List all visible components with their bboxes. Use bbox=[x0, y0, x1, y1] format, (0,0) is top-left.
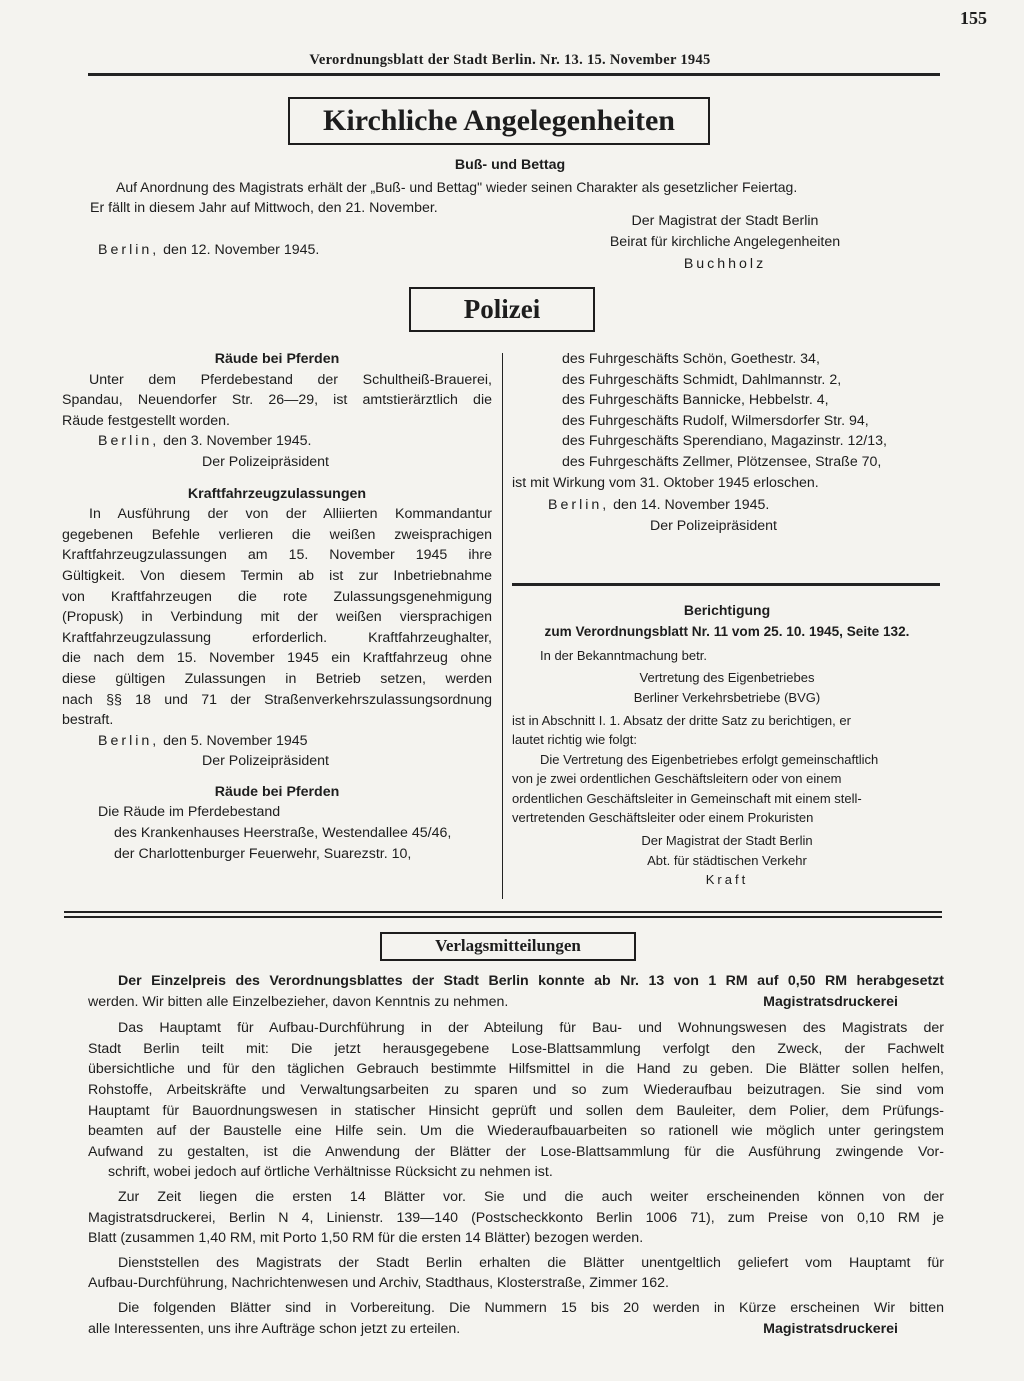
kirche-heading: Buß- und Bettag bbox=[454, 157, 566, 173]
verlag-p2-line: Rohstoffe, Arbeitskräfte und Verwaltungsarbeiten zu sparen und so zum Wiederaufbau beizutragen. Sie sind vom bbox=[88, 1081, 944, 1098]
kirche-signature-3: Buchholz bbox=[683, 256, 767, 272]
verlag-p2-last: schrift, wobei jedoch auf örtliche Verhältnisse Rücksicht zu nehmen ist. bbox=[108, 1164, 553, 1181]
verlag-p2-line: Das Hauptamt für Aufbau-Durchführung in der Abteilung für Bau- und Wohnungswesen des Magistrats der bbox=[118, 1020, 944, 1037]
berichtigung-rule bbox=[512, 583, 940, 586]
kfz-line: von Kraftfahrzeugen die rote Zulassungsgenehmigung bbox=[62, 588, 492, 605]
section-title-box-kirche bbox=[288, 97, 710, 145]
raeude2-cont-line: des Fuhrgeschäfts Sperendiano, Magazinstr. 12/13, bbox=[562, 433, 887, 450]
verlag-p1-signature: Magistratsdruckerei bbox=[763, 993, 898, 1010]
berichtigung-subject-2: Berliner Verkehrsbetriebe (BVG) bbox=[633, 689, 821, 705]
kfz-line: Kraftfahrzeugzulassung erforderlich. Kraftfahrzeughalter, bbox=[62, 629, 492, 646]
berichtigung-subheading: zum Verordnungsblatt Nr. 11 vom 25. 10. 1945, Seite 132. bbox=[544, 624, 910, 640]
kirche-signature-2: Beirat für kirchliche Angelegenheiten bbox=[609, 234, 841, 250]
kfz-line: bestraft. bbox=[62, 712, 114, 729]
verlag-p5-signature: Magistratsdruckerei bbox=[763, 1320, 898, 1337]
verlag-p2-line: übersichtliche und für den täglichen Gebrauch bestimmte Hilfsmittel in die Hand zu geben. Die Blätter sollen helfen, bbox=[88, 1061, 944, 1078]
kfz-line: nach §§ 18 und 71 der Straßenverkehrszulassungsordnung bbox=[62, 691, 492, 708]
verlag-p2-line: Stadt Berlin teilt mit: Die jetzt herausgegebene Lose-Blattsammlung verfolgt den Zweck, der Fachwelt bbox=[88, 1040, 944, 1057]
berichtigung-signature-1: Der Magistrat der Stadt Berlin bbox=[641, 833, 813, 849]
raeude2-cont-line: des Fuhrgeschäfts Rudolf, Wilmersdorfer Str. 94, bbox=[562, 412, 869, 429]
kirche-text-line-1: Auf Anordnung des Magistrats erhält der „Buß- und Bettag" wieder seinen Charakter als gesetzlicher Feiertag. bbox=[116, 179, 798, 195]
verlag-p3-line: Zur Zeit liegen die ersten 14 Blätter vor. Sie und die auch weiter erscheinenden können von der bbox=[118, 1188, 944, 1205]
raeude2-cont-line: des Fuhrgeschäfts Schön, Goethestr. 34, bbox=[562, 351, 820, 367]
raeude2-cont-line: des Fuhrgeschäfts Schmidt, Dahlmannstr. 2, bbox=[562, 371, 842, 388]
raeude1-line: Unter dem Pferdebestand der Schultheiß-Brauerei, bbox=[89, 371, 492, 388]
polizei-right-column bbox=[512, 349, 942, 536]
raeude2-closing: ist mit Wirkung vom 31. Oktober 1945 erloschen. bbox=[512, 474, 819, 491]
berichtigung-line-a: ist in Abschnitt I. 1. Absatz der dritte Satz zu berichtigen, er bbox=[512, 713, 851, 729]
berichtigung-signature-3: Kraft bbox=[705, 872, 749, 888]
verlag-body bbox=[88, 971, 944, 1339]
section-title-verlag: Verlagsmitteilungen bbox=[435, 936, 581, 956]
raeude1-line: Räude festgestellt worden. bbox=[62, 412, 230, 429]
verlag-p3-line: Magistratsdruckerei, Berlin N 4, Linienstr. 139—140 (Postscheckkonto Berlin 1006 71), zum Preise von 0,10 RM je bbox=[88, 1209, 944, 1226]
raeude1-heading: Räude bei Pferden bbox=[214, 351, 340, 367]
kfz-line: (Propusk) in Verbindung mit der weißen viersprachigen bbox=[62, 609, 492, 626]
verlag-p2-line: Hauptamt für Bauordnungswesen in statischer Hinsicht geprüft und sollen dem Bauleiter, dem Polier, dem Prüfungs- bbox=[88, 1102, 944, 1119]
berichtigung-quote-line: von je zwei ordentlichen Geschäftsleitern oder von einem bbox=[512, 771, 842, 787]
kfz-heading: Kraftfahrzeugzulassungen bbox=[187, 485, 367, 502]
column-divider bbox=[502, 353, 503, 899]
verlag-p5-line2: alle Interessenten, uns ihre Aufträge schon jetzt zu erteilen. Magistratsdruckerei bbox=[88, 1319, 944, 1340]
verlag-p5-line: Die folgenden Blätter sind in Vorbereitung. Die Nummern 15 bis 20 werden in Kürze erscheinen Wir bitten bbox=[118, 1299, 944, 1316]
berichtigung-signature-2: Abt. für städtischen Verkehr bbox=[647, 852, 807, 868]
berichtigung-block bbox=[512, 601, 942, 890]
berichtigung-heading: Berichtigung bbox=[683, 602, 771, 618]
polizei-left-column bbox=[62, 349, 492, 864]
raeude1-date: Berlin, den 3. November 1945. bbox=[98, 433, 312, 450]
raeude2-heading: Räude bei Pferden bbox=[214, 783, 340, 800]
raeude1-signature: Der Polizeipräsident bbox=[202, 453, 329, 470]
page-number: 155 bbox=[960, 8, 987, 28]
kirche-text-line-2: Er fällt in diesem Jahr auf Mittwoch, den 21. November. bbox=[90, 200, 438, 216]
raeude2-line: der Charlottenburger Feuerwehr, Suarezstr. 10, bbox=[114, 845, 412, 862]
verlag-p1-line2: werden. Wir bitten alle Einzelbezieher, davon Kenntnis zu nehmen. Magistratsdruckerei bbox=[88, 992, 944, 1013]
verlag-p4-line: Dienststellen des Magistrats der Stadt Berlin erhalten die Blätter unentgeltlich geliefert vom Hauptamt für bbox=[118, 1254, 944, 1271]
raeude2-line: des Krankenhauses Heerstraße, Westendallee 45/46, bbox=[114, 825, 452, 842]
raeude2-signature: Der Polizeipräsident bbox=[650, 517, 777, 534]
section-title-box-polizei bbox=[409, 287, 595, 332]
raeude1-line: Spandau, Neuendorfer Str. 26—29, ist amtstierärztlich die bbox=[62, 392, 492, 409]
berichtigung-quote-line: ordentlichen Geschäftsleiter in Gemeinschaft mit einem stell- bbox=[512, 790, 862, 806]
raeude2-cont-line: des Fuhrgeschäfts Zellmer, Plötzensee, Straße 70, bbox=[562, 453, 882, 470]
section-title-polizei: Polizei bbox=[463, 294, 541, 325]
verlag-p3-last: Blatt (zusammen 1,40 RM, mit Porto 1,50 RM für die ersten 14 Blätter) bezogen werden. bbox=[88, 1230, 644, 1247]
running-title: Verordnungsblatt der Stadt Berlin. Nr. 13. 15. November 1945 bbox=[309, 52, 711, 68]
section-rule-top bbox=[64, 911, 942, 913]
kfz-date: Berlin, den 5. November 1945 bbox=[98, 732, 308, 749]
section-title-box-verlag bbox=[380, 932, 636, 961]
kfz-line: Kraftfahrzeugzulassungen am 15. November 1945 ihre bbox=[62, 547, 492, 564]
raeude2-cont-line: des Fuhrgeschäfts Bannicke, Hebbelstr. 4, bbox=[562, 392, 829, 409]
verlag-p4-last: Aufbau-Durchführung, Nachrichtenwesen und Archiv, Stadthaus, Klosterstraße, Zimmer 162. bbox=[88, 1275, 669, 1292]
verlag-p2-line: Aufwand zu gestalten, ist die Anwendung der Blätter der Lose-Blattsammlung für die Ausführung zwingende Vor- bbox=[88, 1143, 944, 1160]
section-rule-bottom bbox=[64, 916, 942, 918]
kfz-line: In Ausführung der von der Alliierten Kommandantur bbox=[89, 506, 492, 523]
kfz-line: die nach dem 15. November 1945 ein Kraftfahrzeug ohne bbox=[62, 650, 492, 667]
berichtigung-subject-1: Vertretung des Eigenbetriebes bbox=[639, 670, 815, 686]
berichtigung-intro: In der Bekanntmachung betr. bbox=[540, 647, 707, 663]
header-rule bbox=[88, 73, 940, 76]
verlag-p1-line: Der Einzelpreis des Verordnungsblattes der Stadt Berlin konnte ab Nr. 13 von 1 RM auf 0,50 RM herabgesetzt bbox=[118, 973, 944, 989]
kfz-line: gegebenen Befehle verlieren die weißen zweisprachigen bbox=[62, 526, 492, 543]
kirche-date: Berlin, den 12. November 1945. bbox=[98, 242, 320, 258]
kfz-line: Gültigkeit. Von diesem Termin ab ist zur Inbetriebnahme bbox=[62, 567, 492, 584]
berichtigung-quote-line: vertretenden Geschäftsleiter oder einem Prokuristen bbox=[512, 810, 814, 826]
kirche-signature-1: Der Magistrat der Stadt Berlin bbox=[631, 213, 819, 229]
kfz-signature: Der Polizeipräsident bbox=[202, 753, 329, 770]
kfz-line: diese gültigen Zulassungen in Betrieb setzen, werden bbox=[62, 670, 492, 687]
verlag-p2-line: beamten auf der Baustelle eine Hilfe sein. Um die Wiederaufbauarbeiten so rationell wie möglich unter geringstem bbox=[88, 1123, 944, 1140]
raeude2-line: Die Räude im Pferdebestand bbox=[98, 804, 281, 821]
section-title-kirche: Kirchliche Angelegenheiten bbox=[323, 103, 675, 137]
raeude2-date: Berlin, den 14. November 1945. bbox=[548, 497, 770, 514]
berichtigung-line-b: lautet richtig wie folgt: bbox=[512, 732, 638, 748]
berichtigung-quote-line: Die Vertretung des Eigenbetriebes erfolgt gemeinschaftlich bbox=[540, 751, 879, 767]
